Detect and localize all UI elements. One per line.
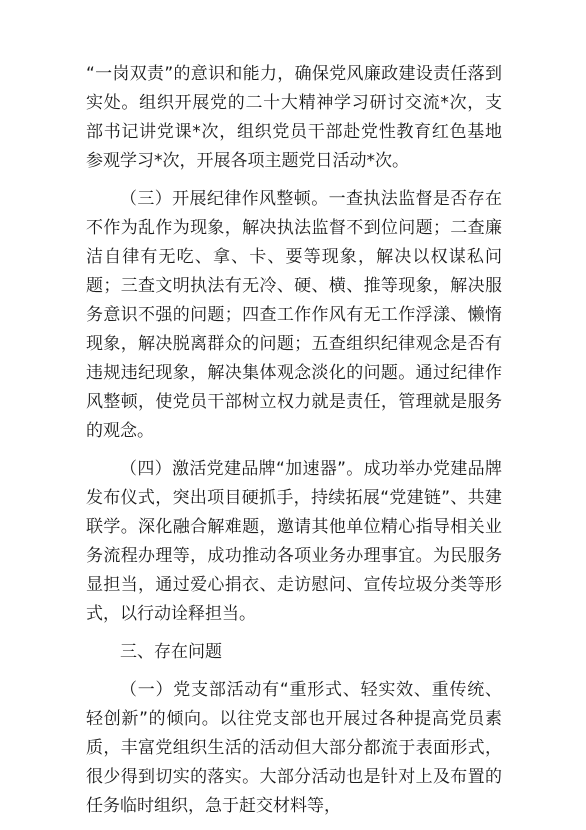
- paragraph-continuation: “一岗双责”的意识和能力，确保党风廉政建设责任落到实处。组织开展党的二十大精神学习研讨交流*次，支部书记讲党课*次，组织党员干部赴党性教育红色基地参观学习*次，开展各项主题党日活动*次。: [86, 64, 502, 171]
- paragraph-branch-activities: （一）党支部活动有“重形式、轻实效、重传统、轻创新”的倾向。以往党支部也开展过各种提高党员素质，丰富党组织生活的活动但大部分都流于表面形式，很少得到切实的落实。大部分活动也是针对上及布置的任务临时组织，急于赶交材料等，: [86, 680, 502, 816]
- section-heading-problems: 三、存在问题: [120, 642, 222, 662]
- paragraph-party-brand: （四）激活党建品牌“加速器”。成功举办党建品牌发布仪式，突出项目硬抓手，持续拓展“党建链”、共建联学。深化融合解难题，邀请其他单位精心指导相关业务流程办理等，成功推动各项业务办理事宜。为民服务显担当，通过爱心捐衣、走访慰问、宣传垃圾分类等形式，以行动诠释担当。: [86, 459, 502, 624]
- document-body: [86, 60, 502, 830]
- paragraph-discipline-rectification: （三）开展纪律作风整顿。一查执法监督是否存在不作为乱作为现象，解决执法监督不到位问题；二查廉洁自律有无吃、拿、卡、要等现象，解决以权谋私问题；三查文明执法有无冷、硬、横、推等现象，解决服务意识不强的问题；四查工作作风有无工作浮漾、懒惰现象，解决脱离群众的问题；五查组织纪律观念是否有违规违纪现象，解决集体观念淡化的问题。通过纪律作风整顿，使党员干部树立权力就是责任，管理就是服务的观念。: [86, 189, 502, 441]
